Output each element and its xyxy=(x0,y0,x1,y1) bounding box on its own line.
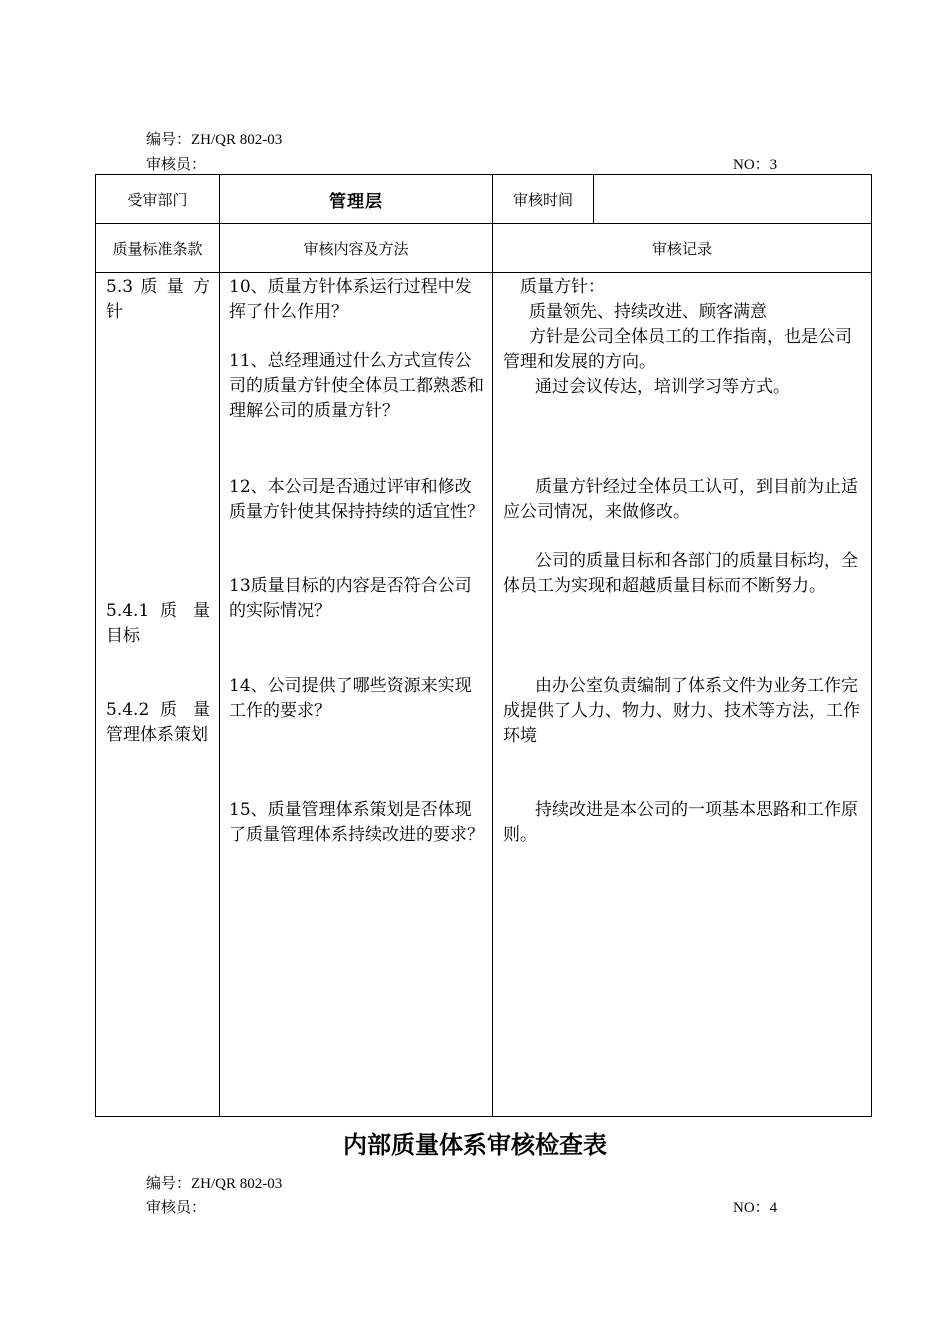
record-policy-method: 通过会议传达，培训学习等方式。 xyxy=(535,377,790,397)
audit-question-13: 13质量目标的内容是否符合公司的实际情况？ xyxy=(229,576,472,621)
page-number-2: NO：4 xyxy=(733,1200,778,1216)
record-policy-review: 质量方针经过全体员工认可，到目前为止适应公司情况，来做修改。 xyxy=(503,477,858,522)
page-number: NO：3 xyxy=(733,157,778,173)
record-policy-guide: 方针是公司全体员工的工作指南，也是公司管理和发展的方向。 xyxy=(503,327,852,372)
audit-question-12: 12、本公司是否通过评审和修改质量方针使其保持持续的适宜性？ xyxy=(229,477,484,522)
record-policy-text: 质量领先、持续改进、顾客满意 xyxy=(529,302,767,322)
audit-question-14: 14、公司提供了哪些资源来实现工作的要求？ xyxy=(229,676,472,721)
auditor-label: 审核员： xyxy=(146,157,207,173)
audit-question-10: 10、质量方针体系运行过程中发挥了什么作用？ xyxy=(229,277,472,322)
department-row xyxy=(96,175,872,224)
form-title: 内部质量体系审核检查表 xyxy=(343,1131,607,1159)
col-header-clause: 质量标准条款 xyxy=(96,224,220,273)
auditor-label-2: 审核员： xyxy=(146,1200,207,1216)
dept-label: 受审部门 xyxy=(96,175,220,224)
clause-cell xyxy=(96,273,220,1117)
clause-5-3: 5.3 质 量 方 针 xyxy=(106,277,210,322)
content-cell xyxy=(220,273,493,1117)
audit-question-11: 11、总经理通过什么方式宣传公司的质量方针使全体员工都熟悉和理解公司的质量方针？ xyxy=(229,351,484,421)
col-header-content: 审核内容及方法 xyxy=(220,224,493,273)
audit-time-value xyxy=(594,175,872,224)
record-quality-objectives: 公司的质量目标和各部门的质量目标均，全体员工为实现和超越质量目标而不断努力。 xyxy=(503,551,858,596)
doc-number: 编号：ZH/QR 802-03 xyxy=(146,132,283,148)
clause-5-4-2: 5.4.2 质 量 管理体系策划 xyxy=(106,700,210,745)
audit-time-label: 审核时间 xyxy=(493,175,594,224)
record-policy-label: 质量方针： xyxy=(520,277,605,297)
record-cell xyxy=(493,273,872,1117)
record-continual-improvement: 持续改进是本公司的一项基本思路和工作原则。 xyxy=(503,800,858,845)
col-header-record: 审核记录 xyxy=(493,224,872,273)
audit-checklist-table xyxy=(95,174,872,1117)
body-row xyxy=(96,273,872,1117)
dept-value: 管理层 xyxy=(220,175,493,224)
doc-number-2: 编号：ZH/QR 802-03 xyxy=(146,1176,283,1192)
clause-5-4-1: 5.4.1 质 量 目标 xyxy=(106,601,210,646)
record-resources: 由办公室负责编制了体系文件为业务工作完成提供了人力、物力、财力、技术等方法，工作环境 xyxy=(503,676,860,746)
audit-question-15: 15、质量管理体系策划是否体现了质量管理体系持续改进的要求？ xyxy=(229,800,484,845)
column-header-row xyxy=(96,224,872,273)
